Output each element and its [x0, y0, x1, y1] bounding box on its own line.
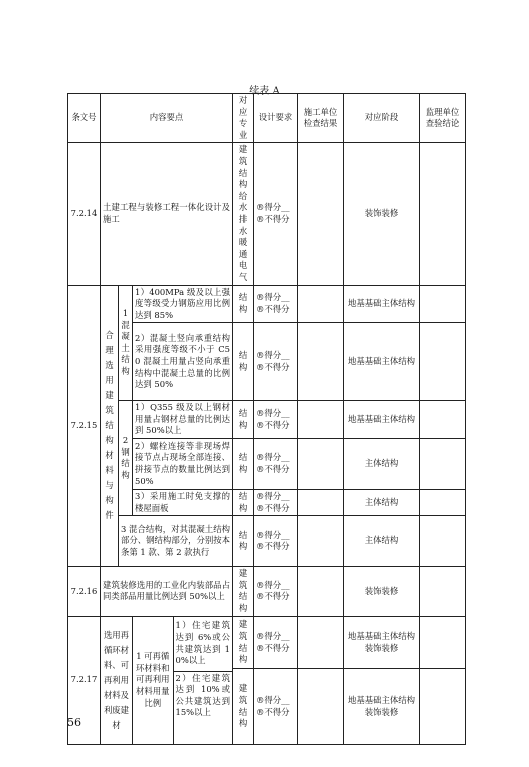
discipline-cell: 建筑结构: [233, 616, 254, 669]
content-cell: 2）住宅建筑达到 10%或公共建筑达到 15%以上: [173, 671, 232, 744]
table-row-7216: [68, 567, 466, 616]
stage-cell: 装饰装修: [344, 567, 420, 616]
discipline-cell: 建筑结构给水排水暖通电气: [233, 143, 254, 285]
construction-result-cell: [298, 285, 344, 323]
score-no: ®不得分: [256, 541, 290, 552]
score-cell: [254, 401, 298, 439]
score-yes: ®得分__: [256, 694, 290, 705]
stage-cell: 地基基础主体结构装饰装修: [344, 616, 420, 669]
header-design-req: 设计要求: [254, 94, 298, 143]
score-no: ®不得分: [256, 419, 290, 430]
checklist-table: [67, 93, 466, 745]
discipline-cell: 结构: [233, 401, 254, 439]
header-row: [68, 94, 466, 143]
table-row-7215-3: [68, 401, 466, 439]
nested-table: [133, 617, 232, 744]
construction-result-cell: [298, 143, 344, 285]
stage-cell: 地基基础主体结构: [344, 285, 420, 323]
score-cell: [254, 285, 298, 323]
sub-label-cell: 2钢结构: [119, 401, 133, 516]
sub-content-cell: [133, 616, 233, 744]
table-caption: 续表 A: [249, 86, 280, 97]
table-row-7215-1: [68, 285, 466, 323]
stage-cell: 主体结构: [344, 516, 420, 567]
clause-cell: 7.2.15: [68, 285, 101, 567]
content-cell: 3）采用施工时免支撑的楼屋面板: [133, 490, 233, 516]
score-yes: ®得分__: [256, 630, 290, 641]
score-yes: ®得分__: [256, 202, 290, 213]
score-cell: [254, 567, 298, 616]
score-cell: [254, 490, 298, 516]
stage-cell: 装饰装修: [344, 143, 420, 285]
score-no: ®不得分: [256, 361, 290, 372]
header-content: 内容要点: [101, 94, 233, 143]
header-stage: 对应阶段: [344, 94, 420, 143]
content-cell: 2）螺栓连接等非现场焊接节点占现场全部连接、拼接节点的数量比例达到 50%: [133, 439, 233, 490]
nested-row: [133, 617, 232, 672]
supervision-cell: [420, 439, 466, 490]
discipline-cell: 结构: [233, 285, 254, 323]
content-cell: 2）混凝土竖向承重结构采用强度等级不小于 C50 混凝土用量占竖向承重结构中混凝土总量的比例达到 50%: [133, 323, 233, 401]
construction-result-cell: [298, 401, 344, 439]
discipline-cell: 结构: [233, 490, 254, 516]
score-yes: ®得分__: [256, 529, 290, 540]
supervision-cell: [420, 567, 466, 616]
construction-result-cell: [298, 439, 344, 490]
content-cell: 1）400MPa 级及以上强度等级受力钢筋应用比例达到 85%: [133, 285, 233, 323]
supervision-cell: [420, 616, 466, 669]
page-number: 56: [67, 716, 81, 729]
construction-result-cell: [298, 490, 344, 516]
sub-label-cell: 1混凝土结构: [119, 285, 133, 401]
construction-result-cell: [298, 669, 344, 744]
header-supervision: 监理单位查验结论: [420, 94, 466, 143]
clause-cell: 7.2.14: [68, 143, 101, 285]
score-yes: ®得分__: [256, 491, 290, 502]
score-no: ®不得分: [256, 591, 290, 602]
content-cell: 1）住宅建筑达到 6%或公共建筑达到 10%以上: [173, 617, 232, 672]
stage-cell: 主体结构: [344, 490, 420, 516]
content-cell: 土建工程与装修工程一体化设计及施工: [101, 143, 233, 285]
sub-label-cell: 1 可再循环材料和可再利用材料用量比例: [133, 617, 173, 744]
supervision-cell: [420, 516, 466, 567]
score-cell: [254, 669, 298, 744]
score-no: ®不得分: [256, 706, 290, 717]
score-yes: ®得分__: [256, 579, 290, 590]
score-cell: [254, 323, 298, 401]
construction-result-cell: [298, 516, 344, 567]
discipline-cell: 建筑结构: [233, 567, 254, 616]
clause-cell: 7.2.17: [68, 616, 101, 744]
stage-cell: 主体结构: [344, 439, 420, 490]
group-label-cell: 选用再循环材料、可再利用材料及利废建材: [101, 616, 133, 744]
discipline-cell: 结构: [233, 323, 254, 401]
content-cell: 建筑装修选用的工业化内装部品占同类部品用量比例达到 50%以上: [101, 567, 233, 616]
construction-result-cell: [298, 323, 344, 401]
stage-cell: 地基基础主体结构: [344, 401, 420, 439]
supervision-cell: [420, 401, 466, 439]
header-clause: 条文号: [68, 94, 101, 143]
supervision-cell: [420, 323, 466, 401]
score-yes: ®得分__: [256, 350, 290, 361]
supervision-cell: [420, 285, 466, 323]
construction-result-cell: [298, 616, 344, 669]
score-no: ®不得分: [256, 502, 290, 513]
supervision-cell: [420, 490, 466, 516]
discipline-cell: 结构: [233, 439, 254, 490]
table-row-7217-1: [68, 616, 466, 669]
score-cell: [254, 439, 298, 490]
score-cell: [254, 616, 298, 669]
stage-cell: 地基基础主体结构装饰装修: [344, 669, 420, 744]
score-no: ®不得分: [256, 464, 290, 475]
score-yes: ®得分__: [256, 452, 290, 463]
score-no: ®不得分: [256, 213, 290, 224]
table-row-7214: [68, 143, 466, 285]
supervision-cell: [420, 143, 466, 285]
table-row-7215-6: [68, 516, 466, 567]
score-yes: ®得分__: [256, 292, 290, 303]
group-label-cell: 合理选用建筑结构材料与构件: [101, 285, 119, 567]
score-no: ®不得分: [256, 642, 290, 653]
stage-cell: 地基基础主体结构: [344, 323, 420, 401]
header-discipline: 对应专业: [233, 94, 254, 143]
content-cell: 3 混合结构，对其混凝土结构部分、钢结构部分，分别按本条第 1 款、第 2 款执行: [119, 516, 233, 567]
content-cell: 1）Q355 级及以上钢材用量占钢材总量的比例达到 50%以上: [133, 401, 233, 439]
construction-result-cell: [298, 567, 344, 616]
supervision-cell: [420, 669, 466, 744]
clause-cell: 7.2.16: [68, 567, 101, 616]
score-no: ®不得分: [256, 303, 290, 314]
score-cell: [254, 516, 298, 567]
score-cell: [254, 143, 298, 285]
score-yes: ®得分__: [256, 408, 290, 419]
discipline-cell: 建筑结构: [233, 669, 254, 744]
discipline-cell: 结构: [233, 516, 254, 567]
header-construction-result: 施工单位检查结果: [298, 94, 344, 143]
